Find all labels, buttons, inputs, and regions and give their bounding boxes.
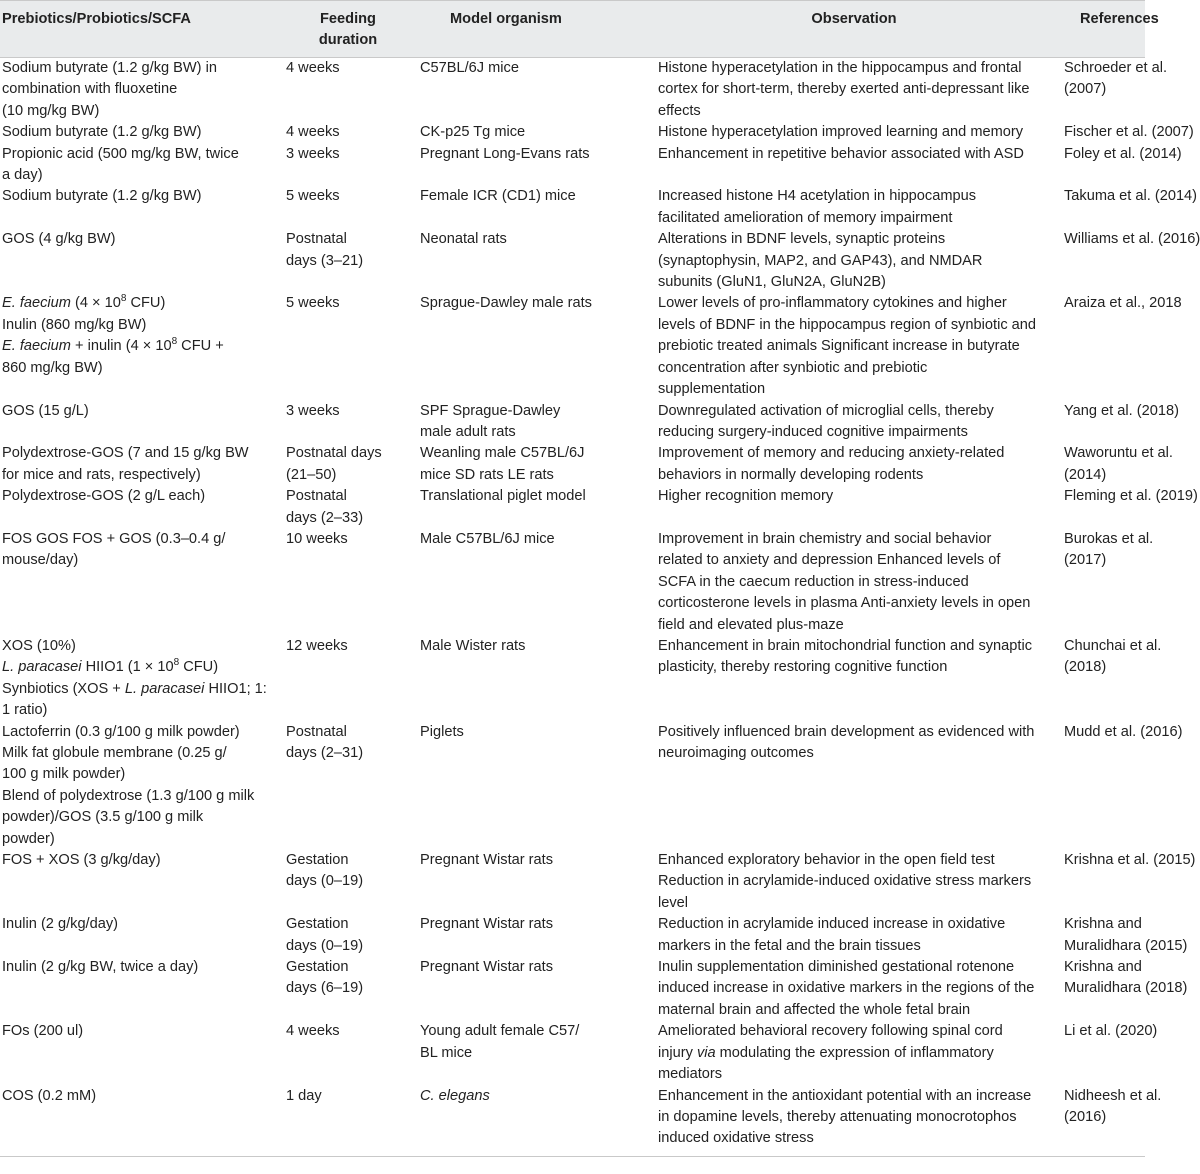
- duration-line: Postnatal days: [286, 445, 382, 462]
- agent-line: Inulin (860 mg/kg BW): [2, 316, 147, 333]
- cell-reference: [1050, 1021, 1158, 1085]
- cell-observation: [648, 443, 1050, 486]
- reference-line: Schroeder et al.: [1064, 60, 1168, 76]
- agent-line: [2, 293, 278, 314]
- observation-line: Histone hyperacetylation in the hippocampus and frontal: [658, 60, 1022, 76]
- reference-line: Chunchai et al.: [1064, 637, 1162, 654]
- header-duration-line: duration: [318, 32, 378, 48]
- model-line: male adult rats: [420, 423, 516, 440]
- cell-reference: [1050, 229, 1200, 293]
- cell-duration: [278, 957, 410, 1021]
- duration-line: 12 weeks: [286, 637, 348, 654]
- cell-reference: [1050, 401, 1179, 444]
- reference-line: (2016): [1064, 1108, 1107, 1125]
- agent-line: [2, 336, 278, 357]
- cell-agent: [0, 1021, 278, 1085]
- agent-line: XOS (10%): [2, 637, 76, 654]
- cell-duration: [278, 58, 410, 123]
- table-row: [0, 957, 1145, 1021]
- header-row: [0, 1, 1145, 58]
- cell-reference: [1050, 58, 1168, 123]
- cell-reference: [1050, 1086, 1162, 1157]
- model-line: Piglets: [420, 723, 464, 740]
- observation-line: in dopamine levels, thereby attenuating monocrotophos: [658, 1108, 1017, 1125]
- agent-line: Sodium butyrate (1.2 g/kg BW): [2, 188, 202, 205]
- cell-duration: [278, 229, 410, 293]
- cell-observation: [648, 914, 1050, 957]
- cell-observation: [648, 122, 1050, 143]
- cell-reference: [1050, 722, 1183, 850]
- cell-agent: [0, 122, 278, 143]
- model-line: Female ICR (CD1) mice: [420, 188, 576, 205]
- agent-line: Blend of polydextrose (1.3 g/100 g milk: [2, 787, 255, 804]
- model-line: Pregnant Wistar rats: [420, 959, 554, 976]
- observation-line: related to anxiety and depression Enhanced levels of: [658, 552, 1001, 569]
- reference-line: Fleming et al. (2019): [1064, 488, 1198, 505]
- cell-model: [410, 914, 648, 957]
- agent-text: HIIO1 (1 × 10: [81, 659, 174, 676]
- duration-line: days (6–19): [286, 980, 364, 997]
- observation-line: Enhancement in repetitive behavior associated with ASD: [658, 145, 1024, 162]
- agent-line: a day): [2, 167, 43, 184]
- table-row: [0, 529, 1145, 636]
- duration-line: days (3–21): [286, 252, 364, 269]
- observation-line: induced oxidative stress: [658, 1130, 814, 1147]
- reference-line: (2014): [1064, 466, 1107, 483]
- observation-line: Lower levels of pro-inflammatory cytokines and higher: [658, 295, 1007, 312]
- model-line: Male C57BL/6J mice: [420, 530, 555, 547]
- agent-line: Propionic acid (500 mg/kg BW, twice: [2, 145, 239, 162]
- species-name: L. paracasei: [2, 659, 82, 676]
- cell-duration: [278, 529, 410, 636]
- observation-line: mediators: [658, 1066, 723, 1083]
- cell-reference: [1050, 186, 1198, 229]
- cell-observation: [648, 722, 1050, 850]
- model-line: CK-p25 Tg mice: [420, 124, 526, 141]
- cell-duration: [278, 1086, 410, 1157]
- duration-line: 1 day: [286, 1087, 322, 1104]
- cell-reference: [1050, 914, 1188, 957]
- observation-line: Higher recognition memory: [658, 488, 834, 505]
- observation-line: (synaptophysin, MAP2, and GAP43), and NMDAR: [658, 252, 983, 269]
- agent-line: powder): [2, 830, 55, 847]
- cell-duration: [278, 1021, 410, 1085]
- agent-line: FOs (200 ul): [2, 1023, 84, 1040]
- table-row: [0, 144, 1145, 187]
- table-row: [0, 122, 1145, 143]
- model-line: BL mice: [420, 1044, 473, 1061]
- reference-line: Takuma et al. (2014): [1064, 188, 1198, 205]
- table-row: [0, 1021, 1145, 1085]
- cell-agent: [0, 914, 278, 957]
- duration-line: days (0–19): [286, 873, 364, 890]
- observation-line: SCFA in the caecum reduction in stress-induced: [658, 573, 969, 590]
- observation-line: Positively influenced brain development as evidenced with: [658, 723, 1035, 740]
- header-observation: Observation: [648, 1, 1050, 58]
- observation-line: effects: [658, 102, 701, 119]
- table-row: [0, 186, 1145, 229]
- agent-text: CFU +: [177, 338, 224, 355]
- reference-line: (2018): [1064, 659, 1107, 676]
- cell-model: [410, 229, 648, 293]
- cell-model: [410, 293, 648, 400]
- agent-text: + inulin (4 × 10: [70, 338, 172, 355]
- model-line: C57BL/6J mice: [420, 60, 519, 76]
- cell-reference: [1050, 636, 1162, 722]
- cell-agent: [0, 1086, 278, 1157]
- duration-line: 10 weeks: [286, 530, 348, 547]
- agent-line: Lactoferrin (0.3 g/100 g milk powder): [2, 723, 240, 740]
- reference-line: (2017): [1064, 552, 1107, 569]
- agent-line: 1 ratio): [2, 702, 48, 719]
- cell-agent: [0, 486, 278, 529]
- observation-line: [658, 1043, 1050, 1064]
- cell-duration: [278, 443, 410, 486]
- agent-line: [2, 657, 278, 678]
- model-line: Pregnant Wistar rats: [420, 916, 554, 933]
- agent-text: CFU): [126, 295, 166, 312]
- observation-line: Reduction in acrylamide induced increase in oxidative: [658, 916, 1006, 933]
- duration-line: days (0–19): [286, 937, 364, 954]
- italic-word: via: [696, 1044, 716, 1061]
- cell-reference: [1050, 529, 1154, 636]
- cell-agent: [0, 722, 278, 850]
- duration-line: Gestation: [286, 852, 349, 869]
- reference-line: Foley et al. (2014): [1064, 145, 1182, 162]
- observation-line: levels of BDNF in the hippocampus region of synbiotic and: [658, 316, 1037, 333]
- cell-model: [410, 636, 648, 722]
- agent-line: combination with fluoxetine: [2, 81, 178, 98]
- agent-line: mouse/day): [2, 552, 79, 569]
- observation-line: neuroimaging outcomes: [658, 745, 814, 761]
- agent-line: FOS + XOS (3 g/kg/day): [2, 852, 161, 869]
- cell-agent: [0, 186, 278, 229]
- cell-duration: [278, 401, 410, 444]
- observation-line: cortex for short-term, thereby exerted anti-depressant like: [658, 81, 1030, 98]
- agent-line: Sodium butyrate (1.2 g/kg BW): [2, 124, 202, 141]
- cell-agent: [0, 957, 278, 1021]
- cell-agent: [0, 529, 278, 636]
- cell-observation: [648, 636, 1050, 722]
- cell-duration: [278, 122, 410, 143]
- agent-line: Milk fat globule membrane (0.25 g/: [2, 745, 227, 761]
- model-line: [420, 1086, 648, 1107]
- observation-line: concentration after synbiotic and prebiotic: [658, 359, 928, 376]
- cell-observation: [648, 58, 1050, 123]
- observation-line: Enhanced exploratory behavior in the open field test: [658, 852, 995, 869]
- cell-model: [410, 722, 648, 850]
- cell-duration: [278, 486, 410, 529]
- header-duration: [278, 1, 410, 58]
- observation-line: subunits (GluN1, GluN2A, GluN2B): [658, 274, 886, 291]
- agent-line: (10 mg/kg BW): [2, 102, 100, 119]
- reference-line: Krishna and: [1064, 959, 1142, 976]
- table-row: [0, 486, 1145, 529]
- reference-line: Waworuntu et al.: [1064, 445, 1173, 462]
- cell-observation: [648, 144, 1050, 187]
- reference-line: (2007): [1064, 81, 1107, 98]
- cell-observation: [648, 957, 1050, 1021]
- observation-line: corticosterone levels in plasma Anti-anxiety levels in open: [658, 595, 1031, 612]
- agent-line: powder)/GOS (3.5 g/100 g milk: [2, 809, 204, 826]
- duration-line: 4 weeks: [286, 1023, 340, 1040]
- duration-line: days (2–33): [286, 509, 364, 526]
- agent-line: Sodium butyrate (1.2 g/kg BW) in: [2, 60, 217, 76]
- cell-model: [410, 186, 648, 229]
- model-line: Translational piglet model: [420, 488, 586, 505]
- observation-line: Alterations in BDNF levels, synaptic proteins: [658, 231, 946, 248]
- observation-text: modulating the expression of inflammatory: [715, 1044, 994, 1061]
- reference-line: Yang et al. (2018): [1064, 402, 1179, 419]
- agent-text: (4 × 10: [70, 295, 121, 312]
- reference-line: Burokas et al.: [1064, 530, 1154, 547]
- agent-line: for mice and rats, respectively): [2, 466, 201, 483]
- model-line: Neonatal rats: [420, 231, 507, 248]
- cell-reference: [1050, 122, 1194, 143]
- reference-line: Krishna et al. (2015): [1064, 852, 1196, 869]
- cell-model: [410, 1021, 648, 1085]
- cell-model: [410, 529, 648, 636]
- superscript: 8: [171, 336, 178, 348]
- duration-line: Postnatal: [286, 723, 347, 740]
- cell-model: [410, 122, 648, 143]
- reference-line: Williams et al. (2016): [1064, 231, 1200, 248]
- agent-line: Polydextrose-GOS (7 and 15 g/kg BW: [2, 445, 249, 462]
- cell-agent: [0, 229, 278, 293]
- observation-line: plasticity, thereby restoring cognitive function: [658, 659, 948, 676]
- cell-observation: [648, 1021, 1050, 1085]
- model-line: mice SD rats LE rats: [420, 466, 554, 483]
- observation-line: Improvement of memory and reducing anxiety-related: [658, 445, 1005, 462]
- cell-duration: [278, 722, 410, 850]
- cell-observation: [648, 293, 1050, 400]
- cell-model: [410, 957, 648, 1021]
- model-line: Male Wister rats: [420, 637, 526, 654]
- duration-line: Gestation: [286, 959, 349, 976]
- cell-model: [410, 144, 648, 187]
- reference-line: Nidheesh et al.: [1064, 1087, 1162, 1104]
- reference-line: Krishna and: [1064, 916, 1142, 933]
- cell-reference: [1050, 486, 1198, 529]
- table-row: [0, 636, 1145, 722]
- agent-text: CFU): [179, 659, 219, 676]
- table-row: [0, 914, 1145, 957]
- cell-observation: [648, 529, 1050, 636]
- table-row: [0, 58, 1145, 123]
- observation-text: injury: [658, 1044, 697, 1061]
- cell-agent: [0, 293, 278, 400]
- observation-line: Inulin supplementation diminished gestational rotenone: [658, 959, 1015, 976]
- observation-line: reducing surgery-induced cognitive impairments: [658, 423, 968, 440]
- cell-model: [410, 401, 648, 444]
- observation-line: Histone hyperacetylation improved learning and memory: [658, 124, 1024, 141]
- observation-line: level: [658, 894, 689, 911]
- species-name: C. elegans: [420, 1087, 490, 1104]
- duration-line: 5 weeks: [286, 188, 340, 205]
- table-row: [0, 443, 1145, 486]
- cell-model: [410, 443, 648, 486]
- reference-line: Muralidhara (2015): [1064, 937, 1188, 954]
- reference-line: Muralidhara (2018): [1064, 980, 1188, 997]
- duration-line: 4 weeks: [286, 124, 340, 141]
- cell-agent: [0, 850, 278, 914]
- table-row: [0, 850, 1145, 914]
- observation-line: Enhancement in brain mitochondrial function and synaptic: [658, 637, 1032, 654]
- cell-duration: [278, 144, 410, 187]
- species-name: E. faecium: [2, 295, 71, 312]
- cell-agent: [0, 144, 278, 187]
- observation-line: Downregulated activation of microglial cells, thereby: [658, 402, 994, 419]
- cell-agent: [0, 636, 278, 722]
- model-line: Sprague-Dawley male rats: [420, 295, 592, 312]
- observation-line: markers in the fetal and the brain tissues: [658, 937, 921, 954]
- agent-line: [2, 679, 278, 700]
- header-references: References: [1050, 1, 1145, 58]
- observation-line: Enhancement in the antioxidant potential with an increase: [658, 1087, 1032, 1104]
- header-duration-line: Feeding: [320, 11, 376, 27]
- header-agent: Prebiotics/Probiotics/SCFA: [0, 1, 278, 58]
- agent-text: HIIO1; 1:: [204, 680, 267, 697]
- cell-duration: [278, 636, 410, 722]
- table-row: [0, 229, 1145, 293]
- cell-duration: [278, 293, 410, 400]
- cell-observation: [648, 229, 1050, 293]
- table-row: [0, 293, 1145, 400]
- duration-line: 4 weeks: [286, 60, 340, 76]
- model-line: Young adult female C57/: [420, 1023, 580, 1040]
- cell-observation: [648, 1086, 1050, 1157]
- duration-line: Postnatal: [286, 231, 347, 248]
- observation-line: field and elevated plus-maze: [658, 616, 844, 633]
- observation-line: Increased histone H4 acetylation in hippocampus: [658, 188, 977, 205]
- cell-reference: [1050, 850, 1196, 914]
- agent-line: GOS (4 g/kg BW): [2, 231, 116, 248]
- species-name: L. paracasei: [124, 680, 205, 697]
- table-row: [0, 722, 1145, 850]
- reference-line: Fischer et al. (2007): [1064, 124, 1194, 141]
- cell-agent: [0, 443, 278, 486]
- cell-reference: [1050, 144, 1182, 187]
- observation-line: supplementation: [658, 381, 766, 398]
- cell-observation: [648, 401, 1050, 444]
- table-row: [0, 1086, 1145, 1157]
- table-body: [0, 58, 1200, 1157]
- agent-line: GOS (15 g/L): [2, 402, 89, 419]
- cell-duration: [278, 850, 410, 914]
- cell-model: [410, 850, 648, 914]
- cell-duration: [278, 186, 410, 229]
- observation-line: Improvement in brain chemistry and social behavior: [658, 530, 992, 547]
- cell-duration: [278, 914, 410, 957]
- observation-line: behaviors in normally developing rodents: [658, 466, 924, 483]
- superscript: 8: [120, 293, 127, 305]
- agent-text: Synbiotics (XOS +: [2, 680, 125, 697]
- cell-observation: [648, 186, 1050, 229]
- cell-model: [410, 1086, 648, 1157]
- table-header: [0, 1, 1159, 58]
- observation-line: prebiotic treated animals Significant increase in butyrate: [658, 338, 1020, 355]
- cell-observation: [648, 486, 1050, 529]
- observation-line: induced increase in oxidative markers in the regions of the: [658, 980, 1035, 997]
- model-line: SPF Sprague-Dawley: [420, 402, 561, 419]
- cell-model: [410, 486, 648, 529]
- duration-line: (21–50): [286, 466, 337, 483]
- table-row: [0, 401, 1145, 444]
- model-line: Weanling male C57BL/6J: [420, 445, 585, 462]
- observation-line: Ameliorated behavioral recovery following spinal cord: [658, 1023, 1003, 1040]
- agent-line: Polydextrose-GOS (2 g/L each): [2, 488, 206, 505]
- model-line: Pregnant Wistar rats: [420, 852, 554, 869]
- duration-line: 3 weeks: [286, 402, 340, 419]
- duration-line: 3 weeks: [286, 145, 340, 162]
- duration-line: Gestation: [286, 916, 349, 933]
- agent-line: 100 g milk powder): [2, 766, 126, 783]
- duration-line: days (2–31): [286, 745, 364, 761]
- observation-line: maternal brain and affected the whole fetal brain: [658, 1001, 971, 1018]
- agent-line: COS (0.2 mM): [2, 1087, 97, 1104]
- agent-line: 860 mg/kg BW): [2, 359, 103, 376]
- cell-model: [410, 58, 648, 123]
- duration-line: 5 weeks: [286, 295, 340, 312]
- cell-reference: [1050, 443, 1173, 486]
- agent-line: FOS GOS FOS + GOS (0.3–0.4 g/: [2, 530, 226, 547]
- reference-line: Li et al. (2020): [1064, 1023, 1158, 1040]
- observation-line: Reduction in acrylamide-induced oxidative stress markers: [658, 873, 1032, 890]
- reference-line: Araiza et al., 2018: [1064, 295, 1182, 312]
- agent-line: Inulin (2 g/kg/day): [2, 916, 119, 933]
- reference-line: Mudd et al. (2016): [1064, 723, 1183, 740]
- cell-observation: [648, 850, 1050, 914]
- observation-line: facilitated amelioration of memory impairment: [658, 209, 953, 226]
- species-name: E. faecium: [2, 338, 71, 355]
- model-line: Pregnant Long-Evans rats: [420, 145, 590, 162]
- cell-agent: [0, 58, 278, 123]
- duration-line: Postnatal: [286, 488, 347, 505]
- superscript: 8: [173, 657, 180, 669]
- agent-line: Inulin (2 g/kg BW, twice a day): [2, 959, 199, 976]
- cell-reference: [1050, 293, 1182, 400]
- cell-reference: [1050, 957, 1188, 1021]
- cell-agent: [0, 401, 278, 444]
- header-model: Model organism: [410, 1, 648, 58]
